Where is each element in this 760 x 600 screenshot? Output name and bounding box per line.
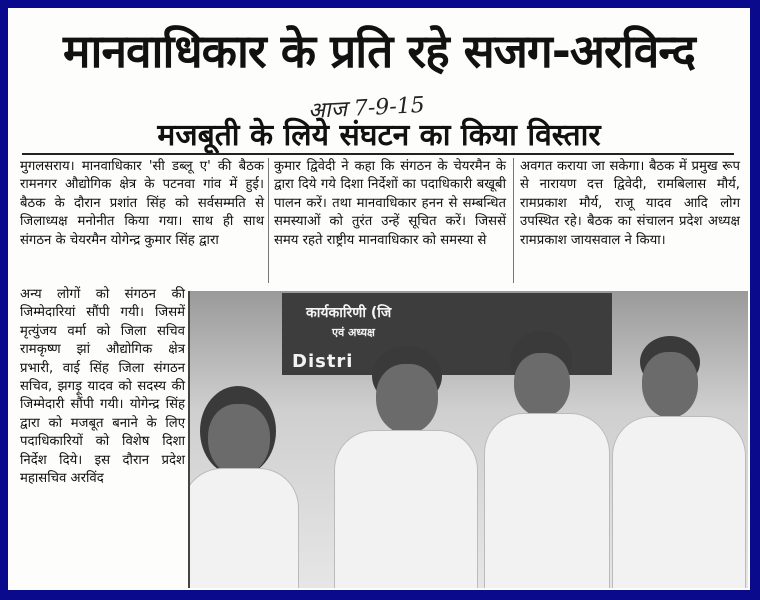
person-4 [610, 336, 748, 588]
subheadline: मजबूती के लिये संघटन का किया विस्तार [157, 118, 601, 153]
banner-text-3: Distri [292, 351, 354, 372]
handwritten-date: आज 7-9-15 [307, 92, 426, 125]
column-divider [513, 158, 514, 283]
newspaper-clipping [8, 8, 750, 590]
person-2 [330, 346, 480, 588]
headline: मानवाधिकार के प्रति रहे सजग-अरविन्द [63, 24, 695, 78]
banner-text-2: एवं अध्यक्ष [332, 326, 375, 339]
article-column-3: अवगत कराया जा सकेगा। बैठक में प्रमुख रूप से नारायण दत्त द्विवेदी, रामबिलास मौर्य, रामप्रकाश मौर्य, राजू यादव आदि लोग उपस्थित रहे। बैठक का संचालन प्रदेश अध्यक्ष रामप्रकाश जायसवाल ने किया। [520, 159, 740, 248]
article-column-1-bottom: अन्य लोगों को संगठन की जिम्मेदारियां सौंपी गयी। जिसमें मृत्युंजय वर्मा को जिला सचिव रामकृष्ण झां औद्योगिक क्षेत्र प्रभारी, वाई सिंह जिला संगठन सचिव, झगड़ू यादव को सदस्य की जिम्मेदारी सौंपी गयी। योगेन्द्र सिंह द्वारा को मजबूत बनाने के लिए पदाधिकारियों को विशेष दिशा निर्देश दिये। इस दौरान प्रदेश महासचिव अरविंद [20, 287, 185, 487]
banner-text-1: कार्यकारिणी (जि [306, 305, 392, 321]
person-3 [480, 331, 610, 588]
article-column-2: कुमार द्विवेदी ने कहा कि संगठन के चेयरमैन के द्वारा दिये गये दिशा निर्देशों का पदाधिकारी बखूबी पालन करें। तथा मानवाधिकार हनन से सम्बन्धित समस्याओं को तुरंत उन्हें सूचित करें। जिससें समय रहते राष्ट्रीय मानवाधिकार को समस्या से [274, 159, 506, 248]
news-photo [188, 291, 748, 588]
person-1 [190, 386, 300, 588]
column-divider [268, 158, 269, 283]
divider [22, 153, 734, 155]
article-column-1-top: मुगलसराय। मानवाधिकार 'सी डब्लू ए' की बैठक रामनगर औद्योगिक क्षेत्र के पटनवा गांव में हुई। बैठक के दौरान प्रशांत सिंह को सर्वसम्मति से जिलाध्यक्ष मनोनीत किया गया। साथ ही साथ संगठन के चेयरमैन योगेन्द्र कुमार सिंह द्वारा [20, 159, 264, 248]
